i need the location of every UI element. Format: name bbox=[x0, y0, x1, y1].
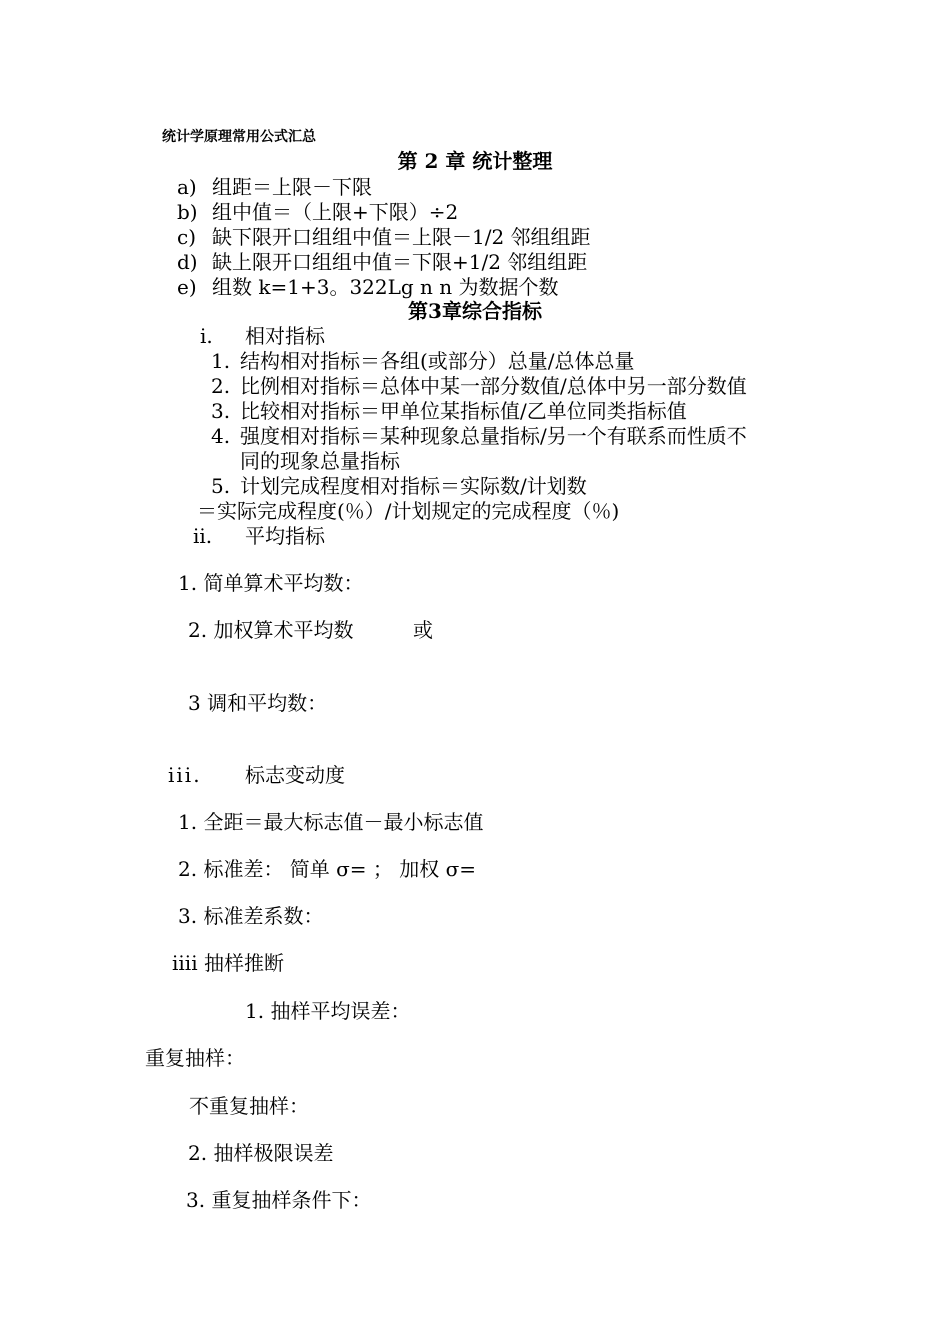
list-marker: 1. bbox=[211, 349, 231, 373]
list-marker: b) bbox=[177, 200, 198, 224]
range-formula: 1. 全距＝最大标志值－最小标志值 bbox=[178, 810, 484, 834]
formula-continuation: ＝实际完成程度(％）/计划规定的完成程度（％) bbox=[197, 499, 620, 523]
list-text: 比例相对指标＝总体中某一部分数值/总体中另一部分数值 bbox=[240, 374, 747, 398]
list-marker: 5. bbox=[211, 474, 231, 498]
section-heading-relative bbox=[200, 324, 325, 348]
harmonic-mean-label: 3 调和平均数： bbox=[188, 691, 328, 715]
list-item bbox=[177, 175, 372, 199]
list-item-continuation: 同的现象总量指标 bbox=[240, 449, 400, 473]
section-marker: ii. bbox=[193, 524, 213, 548]
list-item bbox=[177, 250, 587, 274]
section-heading-average bbox=[193, 524, 325, 548]
section-heading-sampling: iiii 抽样推断 bbox=[172, 951, 284, 975]
section-label: 平均指标 bbox=[245, 524, 325, 548]
sampling-error-label: 1. 抽样平均误差： bbox=[245, 999, 411, 1023]
list-item bbox=[177, 225, 591, 249]
list-marker: 3. bbox=[211, 399, 231, 423]
list-item bbox=[211, 399, 687, 423]
list-marker: d) bbox=[177, 250, 198, 274]
list-text: 缺上限开口组组中值＝下限+1/2 邻组组距 bbox=[212, 250, 588, 274]
list-text: 比较相对指标＝甲单位某指标值/乙单位同类指标值 bbox=[240, 399, 687, 423]
cv-formula: 3. 标准差系数： bbox=[178, 904, 324, 928]
repeat-condition-label: 3. 重复抽样条件下： bbox=[186, 1188, 372, 1212]
list-text: 强度相对指标＝某种现象总量指标/另一个有联系而性质不 bbox=[240, 424, 747, 448]
document-title: 统计学原理常用公式汇总 bbox=[162, 129, 316, 145]
simple-mean-label: 1. 简单算术平均数： bbox=[178, 571, 364, 595]
list-marker: 2. bbox=[211, 374, 231, 398]
repeat-sampling-label: 重复抽样： bbox=[145, 1046, 245, 1070]
limit-error-label: 2. 抽样极限误差 bbox=[188, 1141, 334, 1165]
list-text: 结构相对指标＝各组(或部分）总量/总体总量 bbox=[240, 349, 635, 373]
list-text: 计划完成程度相对指标＝实际数/计划数 bbox=[240, 474, 587, 498]
list-marker: a) bbox=[177, 175, 197, 199]
list-text: 组数 k=1+3。322Lg n n 为数据个数 bbox=[212, 275, 559, 299]
list-marker: 4. bbox=[211, 424, 231, 448]
or-label: 或 bbox=[413, 618, 433, 642]
chapter-2-heading: 第 2 章 统计整理 bbox=[397, 149, 553, 173]
list-text: 组中值＝（上限+下限）÷2 bbox=[212, 200, 459, 224]
list-item bbox=[211, 474, 587, 498]
list-text: 组距＝上限－下限 bbox=[212, 175, 372, 199]
list-item bbox=[177, 275, 559, 299]
section-heading-variation bbox=[168, 763, 345, 787]
list-text: 缺下限开口组组中值＝上限－1/2 邻组组距 bbox=[212, 225, 591, 249]
section-label: 标志变动度 bbox=[245, 763, 345, 787]
std-dev-formula: 2. 标准差： 简单 σ= ； 加权 σ= bbox=[178, 857, 477, 881]
list-item bbox=[211, 349, 635, 373]
section-marker: i. bbox=[200, 324, 213, 348]
weighted-mean-label: 2. 加权算术平均数 bbox=[188, 618, 354, 642]
list-item bbox=[211, 374, 747, 398]
non-repeat-sampling-label: 不重复抽样： bbox=[189, 1094, 309, 1118]
section-label: 相对指标 bbox=[245, 324, 325, 348]
list-item bbox=[211, 424, 747, 448]
chapter-3-heading: 第3章综合指标 bbox=[408, 299, 542, 323]
list-item bbox=[177, 200, 458, 224]
section-marker: iii. bbox=[168, 763, 202, 787]
list-marker: c) bbox=[177, 225, 197, 249]
list-marker: e) bbox=[177, 275, 197, 299]
